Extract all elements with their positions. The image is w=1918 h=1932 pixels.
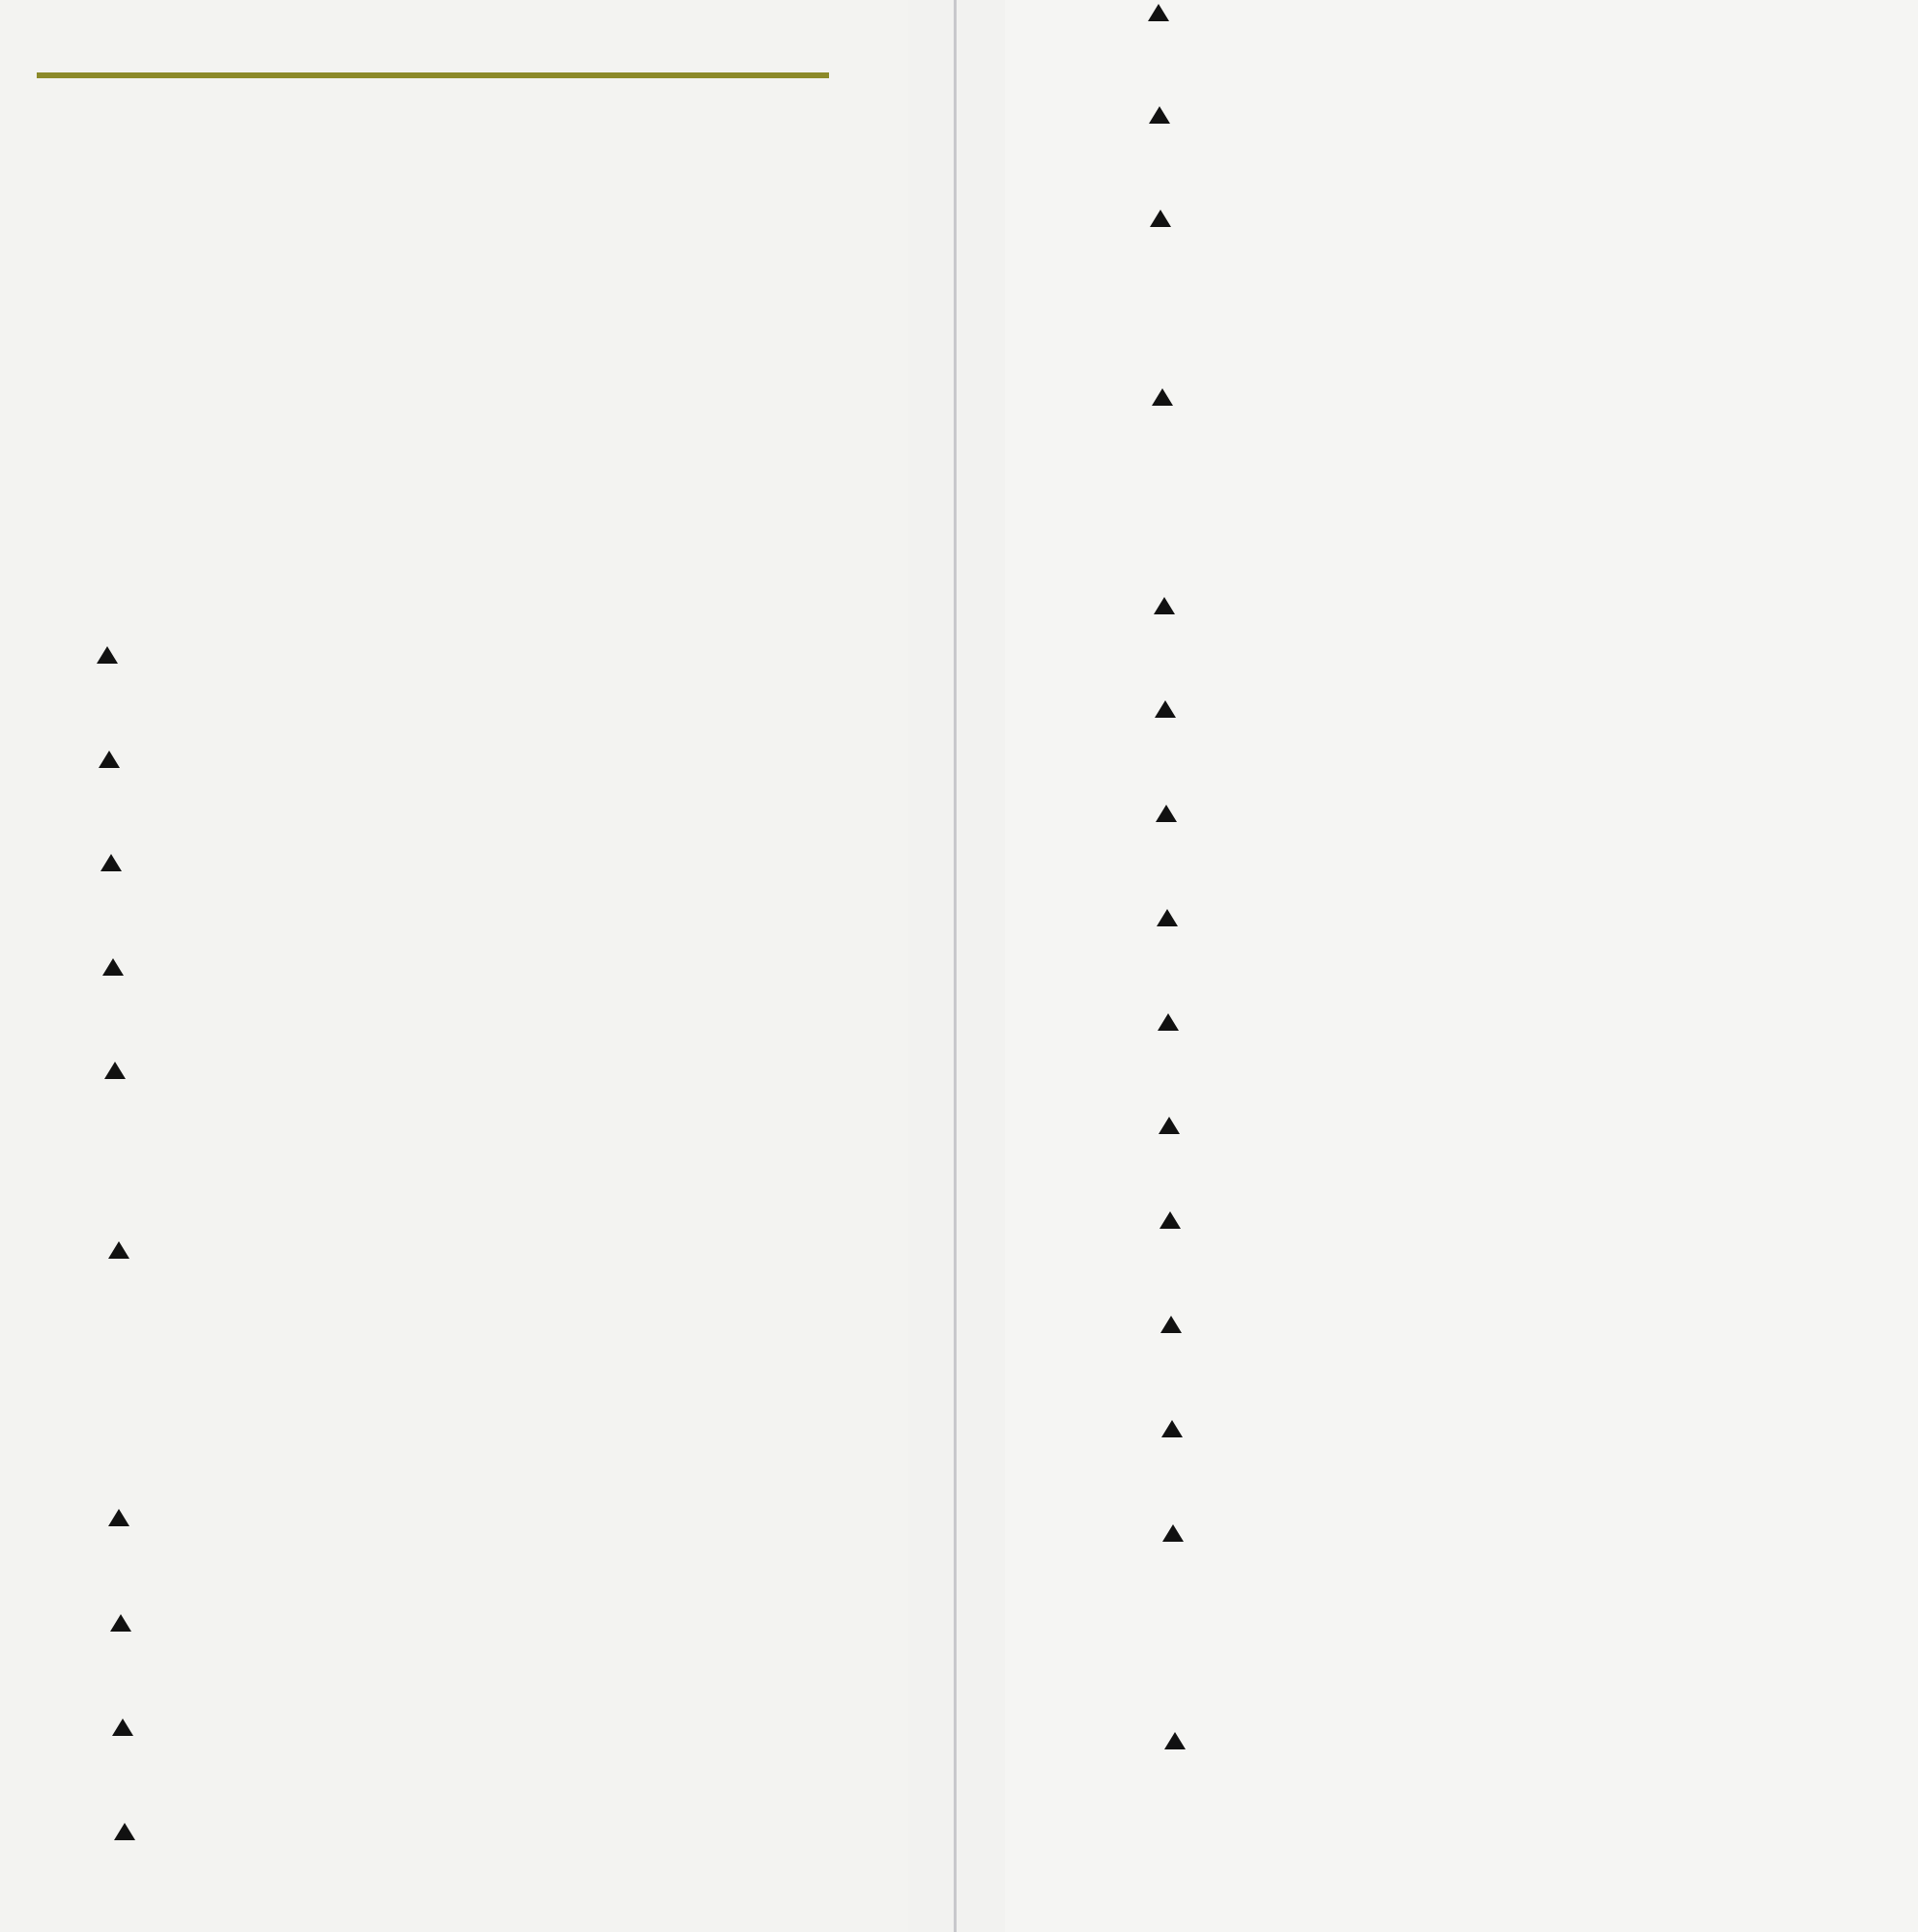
summit-triangle-icon (1154, 597, 1175, 614)
summit-triangle-icon (102, 958, 124, 976)
intro-list (37, 108, 831, 464)
summit-triangle-icon (99, 751, 120, 768)
entry-body (1154, 593, 1830, 622)
spiral-binding (899, 0, 1015, 1932)
entry-body (1160, 1312, 1837, 1341)
entry-body (1149, 102, 1825, 131)
entry-body (102, 954, 779, 983)
summit-triangle-icon (1160, 1316, 1182, 1333)
entry-body (1162, 1520, 1839, 1549)
intro-row[interactable] (37, 392, 831, 428)
entry-body (1161, 1416, 1838, 1445)
entry-peak (1149, 102, 1825, 131)
entry-body (110, 1610, 787, 1639)
summit-triangle-icon (108, 1509, 129, 1526)
entry-peak (1155, 696, 1831, 725)
entry-peak (110, 1610, 787, 1639)
summit-triangle-icon (1150, 210, 1171, 227)
entry-body (108, 1505, 785, 1534)
entry-peak (102, 954, 779, 983)
entry-peak (97, 642, 773, 671)
entry-peak (112, 1715, 788, 1744)
entry-body (1148, 0, 1824, 29)
entry-body (1152, 384, 1828, 413)
left-page (0, 0, 908, 1932)
entry-peak (1160, 1312, 1837, 1341)
entry-body (1157, 905, 1833, 934)
entry-peak (114, 1819, 790, 1848)
summit-triangle-icon (112, 1719, 133, 1736)
intro-row[interactable] (37, 214, 831, 250)
entry-body (114, 1819, 790, 1848)
right-page (1005, 0, 1918, 1932)
summit-triangle-icon (1164, 1732, 1186, 1749)
entry-body (1150, 206, 1826, 235)
summit-triangle-icon (110, 1614, 131, 1632)
summit-triangle-icon (1152, 388, 1173, 406)
entry-peak (108, 1505, 785, 1534)
summit-triangle-icon (114, 1823, 135, 1840)
entry-peak (1157, 905, 1833, 934)
entry-peak (1161, 1416, 1838, 1445)
entry-peak (1150, 206, 1826, 235)
intro-row[interactable] (37, 286, 831, 322)
entry-body (1155, 696, 1831, 725)
entry-body (104, 1058, 781, 1087)
entry-peak (1154, 593, 1830, 622)
intro-row[interactable] (37, 357, 831, 393)
entry-peak (1159, 1113, 1835, 1142)
entry-body (1159, 1113, 1835, 1142)
summit-triangle-icon (104, 1062, 126, 1079)
entry-body (100, 850, 777, 879)
entry-body (1156, 801, 1832, 830)
intro-row[interactable] (37, 428, 831, 464)
summit-triangle-icon (1159, 1211, 1181, 1229)
entry-peak (1148, 0, 1824, 29)
entry-peak (1159, 1208, 1836, 1236)
summit-triangle-icon (1158, 1013, 1179, 1031)
intro-row[interactable] (37, 250, 831, 286)
intro-row[interactable] (37, 144, 831, 180)
entry-peak (1158, 1009, 1834, 1038)
entry-body (1158, 1009, 1834, 1038)
entry-peak (1152, 384, 1828, 413)
entry-body (108, 1237, 785, 1266)
entry-body (99, 747, 775, 776)
summit-triangle-icon (108, 1241, 129, 1259)
intro-row[interactable] (37, 322, 831, 357)
entry-body (112, 1715, 788, 1744)
summit-triangle-icon (1149, 106, 1170, 124)
entry-body (1159, 1208, 1836, 1236)
summit-triangle-icon (1157, 909, 1178, 926)
header-rule (37, 72, 829, 78)
summit-triangle-icon (97, 646, 118, 664)
entry-peak (104, 1058, 781, 1087)
summit-triangle-icon (100, 854, 122, 871)
summit-triangle-icon (1148, 4, 1169, 21)
binding-spine (954, 0, 957, 1932)
entry-body (1164, 1728, 1841, 1757)
entry-peak (1156, 801, 1832, 830)
summit-triangle-icon (1155, 700, 1176, 718)
entry-peak (1164, 1728, 1841, 1757)
entry-peak (108, 1237, 785, 1266)
summit-triangle-icon (1156, 805, 1177, 822)
summit-triangle-icon (1159, 1117, 1180, 1134)
summit-triangle-icon (1162, 1524, 1184, 1542)
entry-peak (100, 850, 777, 879)
intro-row[interactable] (37, 180, 831, 215)
entry-body (97, 642, 773, 671)
summit-triangle-icon (1161, 1420, 1183, 1437)
entry-peak (1162, 1520, 1839, 1549)
entry-peak (99, 747, 775, 776)
intro-row[interactable] (37, 108, 831, 144)
